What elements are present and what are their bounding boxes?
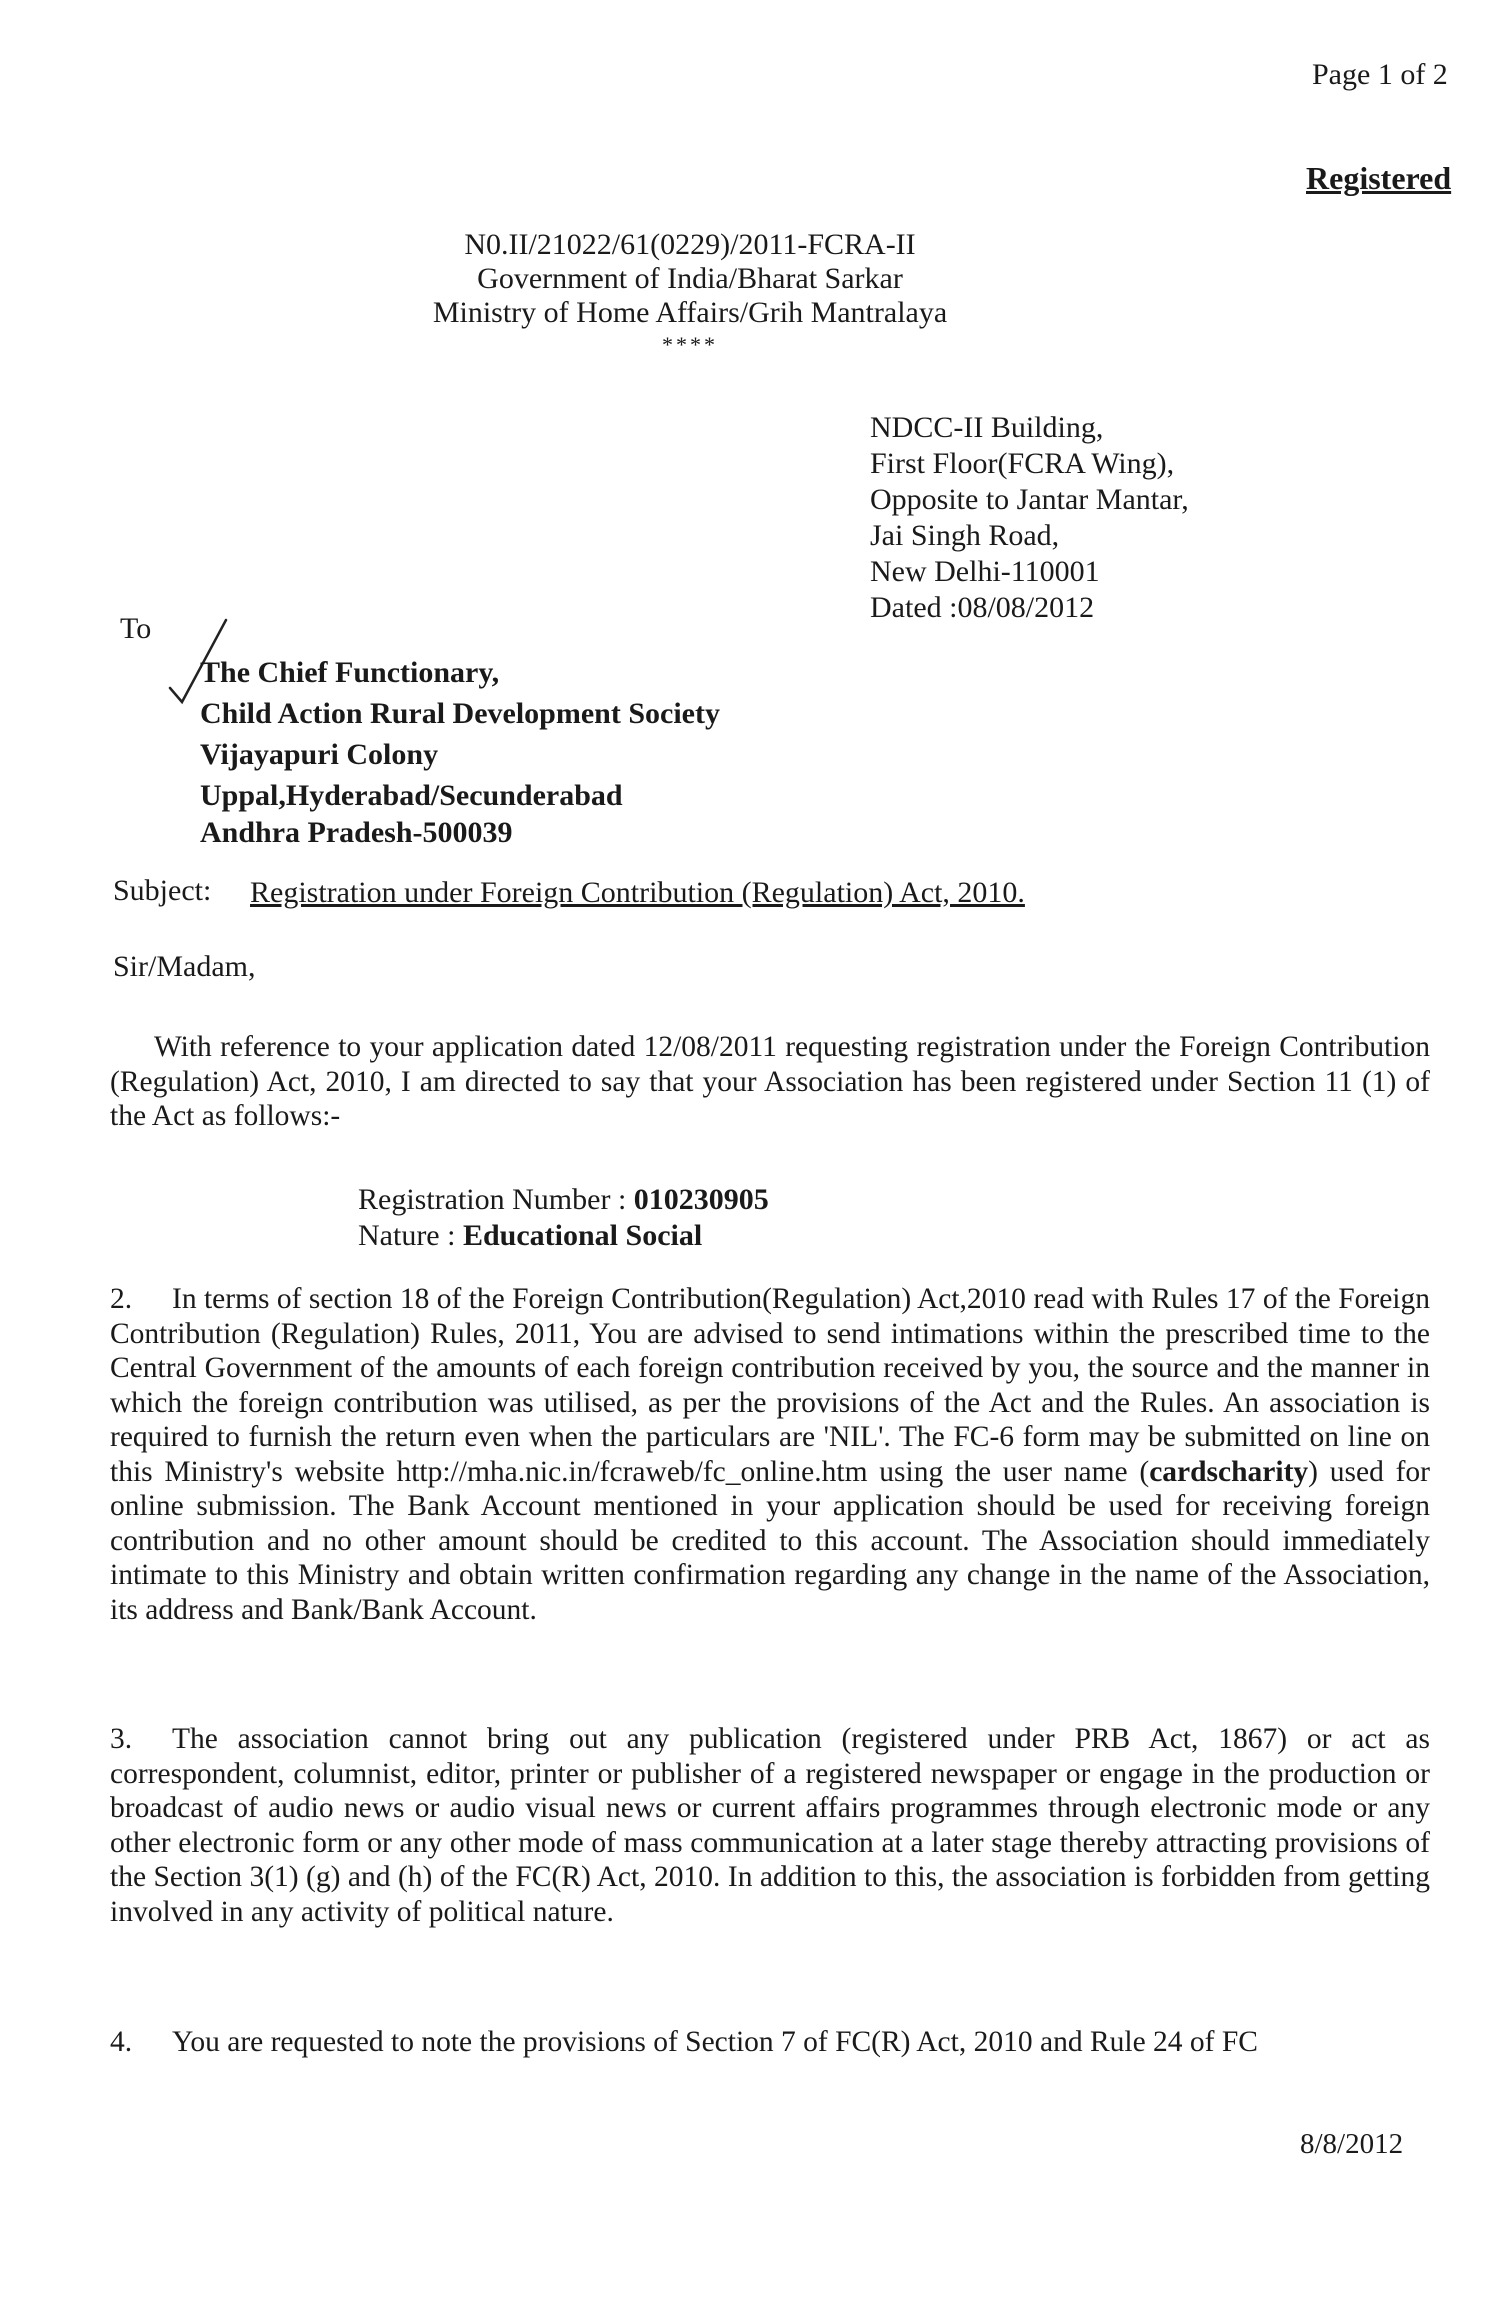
paragraph-number: 2.: [110, 1283, 133, 1315]
paragraph-3-text: The association cannot bring out any publication (registered under PRB Act, 1867) or act as correspondent, columnist, editor, printer or publisher of a registered newspaper or engage in the production or broadcast of audio news or audio visual news or current affairs programmes through electronic mode or any other electronic form or any other mode of mass communication at a later stage thereby attracting provisions of the Section 3(1) (g) and (h) of the FC(R) Act, 2010. In addition to this, the association is forbidden from getting involved in any activity of political nature.: [110, 1723, 1430, 1928]
registration-number-label: Registration Number :: [358, 1183, 634, 1216]
to-label: To: [120, 612, 152, 645]
paragraph-2-text-b: ) used for online submission. The Bank Account mentioned in your application should be used for receiving foreign contribution and no other amount should be credited to this account. The Association should immediately intimate to this Ministry and obtain written confirmation regarding any change in the name of the Association, its address and Bank/Bank Account.: [110, 1455, 1430, 1626]
paragraph-1-text: With reference to your application dated 12/08/2011 requesting registration under the Foreign Contribution (Regulation) Act, 2010, I am directed to say that your Association has been registered under Section 11 (1) of the Act as follows:-: [110, 1031, 1430, 1132]
address-line: First Floor(FCRA Wing),: [870, 447, 1175, 480]
paragraph-4-text: You are requested to note the provisions of Section 7 of FC(R) Act, 2010 and Rule 24 of FC: [172, 2026, 1258, 2058]
footer-date: 8/8/2012: [1300, 2128, 1404, 2160]
recipient-line: Child Action Rural Development Society: [200, 697, 720, 730]
government-line: Government of India/Bharat Sarkar: [477, 262, 903, 295]
recipient-line: Andhra Pradesh-500039: [200, 816, 513, 849]
page-number: Page 1 of 2: [1312, 58, 1448, 91]
registration-number: [358, 1182, 769, 1218]
letter-date: Dated :08/08/2012: [870, 591, 1095, 624]
registration-nature-value: Educational Social: [462, 1219, 703, 1252]
registration-nature-label: Nature :: [358, 1219, 463, 1252]
registration-nature: [358, 1218, 702, 1254]
paragraph-3: [110, 1722, 1430, 1929]
registered-label: Registered: [1306, 160, 1452, 196]
subject-label: Subject:: [113, 874, 212, 907]
salutation: Sir/Madam,: [113, 950, 256, 983]
paragraph-number: 3.: [110, 1723, 133, 1755]
paragraph-2: [110, 1282, 1430, 1627]
ministry-line: Ministry of Home Affairs/Grih Mantralaya: [432, 296, 948, 329]
username: cardscharity: [1149, 1455, 1309, 1488]
paragraph-2-text-a: In terms of section 18 of the Foreign Contribution(Regulation) Act,2010 read with Rules 17 of the Foreign Contribution (Regulation) Rules, 2011, You are advised to send intimations within the prescribed time to the Central Government of the amounts of each foreign contribution received by you, the source and the manner in which the foreign contribution was utilised, as per the provisions of the Act and the Rules. An association is required to furnish the return even when the particulars are 'NIL'. The FC-6 form may be submitted on line on this Ministry's website http://mha.nic.in/fcraweb/fc_online.htm using the user name (: [110, 1283, 1430, 1488]
subject-text: Registration under Foreign Contribution (Regulation) Act, 2010.: [250, 876, 1025, 909]
paragraph-4: [110, 2025, 1430, 2060]
address-line: Opposite to Jantar Mantar,: [870, 483, 1189, 516]
registration-number-value: 010230905: [633, 1183, 769, 1216]
paragraph-1: [110, 1030, 1430, 1134]
recipient-line: Vijayapuri Colony: [200, 738, 439, 771]
paragraph-number: 4.: [110, 2026, 133, 2058]
header-stars: ****: [662, 332, 718, 357]
recipient-line: The Chief Functionary,: [200, 656, 500, 689]
address-line: New Delhi-110001: [870, 555, 1100, 588]
address-line: NDCC-II Building,: [870, 411, 1104, 444]
reference-number: N0.II/21022/61(0229)/2011-FCRA-II: [464, 228, 916, 261]
recipient-line: Uppal,Hyderabad/Secunderabad: [200, 779, 623, 812]
address-line: Jai Singh Road,: [870, 519, 1060, 552]
